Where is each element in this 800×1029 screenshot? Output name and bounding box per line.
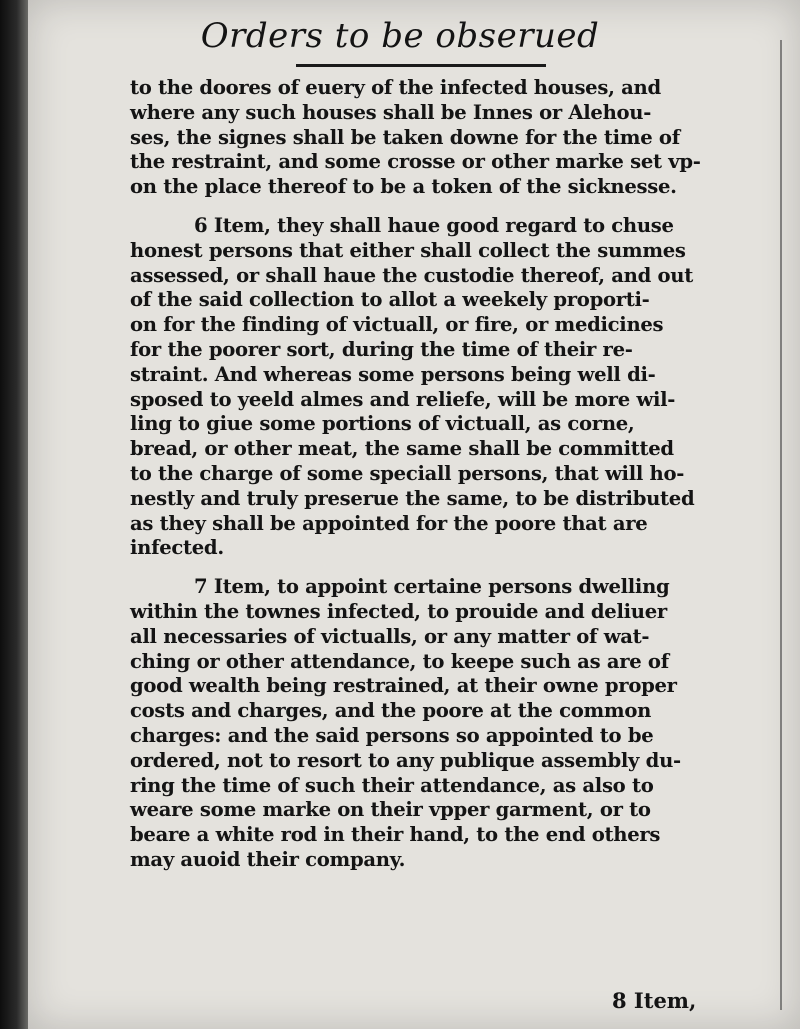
text-line: may auoid their company. xyxy=(130,847,406,871)
text-line: as they shall be appointed for the poore that are xyxy=(130,511,648,535)
text-line: sposed to yeeld almes and reliefe, will be more wil- xyxy=(130,387,676,411)
text-line: on for the finding of victuall, or fire, or medicines xyxy=(130,313,664,337)
text-line: beare a white rod in their hand, to the end others xyxy=(130,823,661,847)
text-line: honest persons that either shall collect the summes xyxy=(130,238,686,262)
text-line: ses, the signes shall be taken downe for the time of xyxy=(130,125,680,149)
text-line: 6 Item, they shall haue good regard to chuse xyxy=(194,213,674,237)
item-7 xyxy=(130,575,742,873)
text-line: of the said collection to allot a weekely proporti- xyxy=(130,288,650,312)
catchword: 8 Item, xyxy=(612,988,697,1013)
text-line: the restraint, and some crosse or other marke set vp- xyxy=(130,150,701,174)
text-line: where any such houses shall be Innes or Alehou- xyxy=(130,100,652,124)
text-line: costs and charges, and the poore at the common xyxy=(130,699,652,723)
text-line: on the place thereof to be a token of the sicknesse. xyxy=(130,175,677,199)
text-line: to the charge of some speciall persons, that will ho- xyxy=(130,461,685,485)
text-line: ling to giue some portions of victuall, as corne, xyxy=(130,412,635,436)
text-line: ching or other attendance, to keepe such as are of xyxy=(130,649,669,673)
text-line: charges: and the said persons so appointed to be xyxy=(130,723,654,747)
text-line: bread, or other meat, the same shall be committed xyxy=(130,437,674,461)
paragraph-intro xyxy=(130,76,742,200)
text-line: good wealth being restrained, at their owne proper xyxy=(130,674,677,698)
text-line: all necessaries of victualls, or any matter of wat- xyxy=(130,624,650,648)
text-line: to the doores of euery of the infected houses, and xyxy=(130,76,661,99)
book-gutter xyxy=(0,0,28,1029)
text-line: within the townes infected, to prouide and deliuer xyxy=(130,599,667,623)
text-line: ring the time of such their attendance, as also to xyxy=(130,773,654,797)
text-line: straint. And whereas some persons being well di- xyxy=(130,362,656,386)
text-line: nestly and truly preserue the same, to be distributed xyxy=(130,486,695,510)
text-line: ordered, not to resort to any publique assembly du- xyxy=(130,748,681,772)
text-line: assessed, or shall haue the custodie thereof, and out xyxy=(130,263,693,287)
text-line: 7 Item, to appoint certaine persons dwelling xyxy=(194,575,670,599)
running-head: Orders to be obserued xyxy=(200,16,600,56)
item-6 xyxy=(130,214,742,561)
running-head-rule xyxy=(296,64,546,67)
text-line: infected. xyxy=(130,536,224,560)
body-text xyxy=(130,76,742,873)
text-line: weare some marke on their vpper garment, or to xyxy=(130,798,651,822)
page-border-rule xyxy=(780,40,782,1010)
text-line: for the poorer sort, during the time of their re- xyxy=(130,337,633,361)
